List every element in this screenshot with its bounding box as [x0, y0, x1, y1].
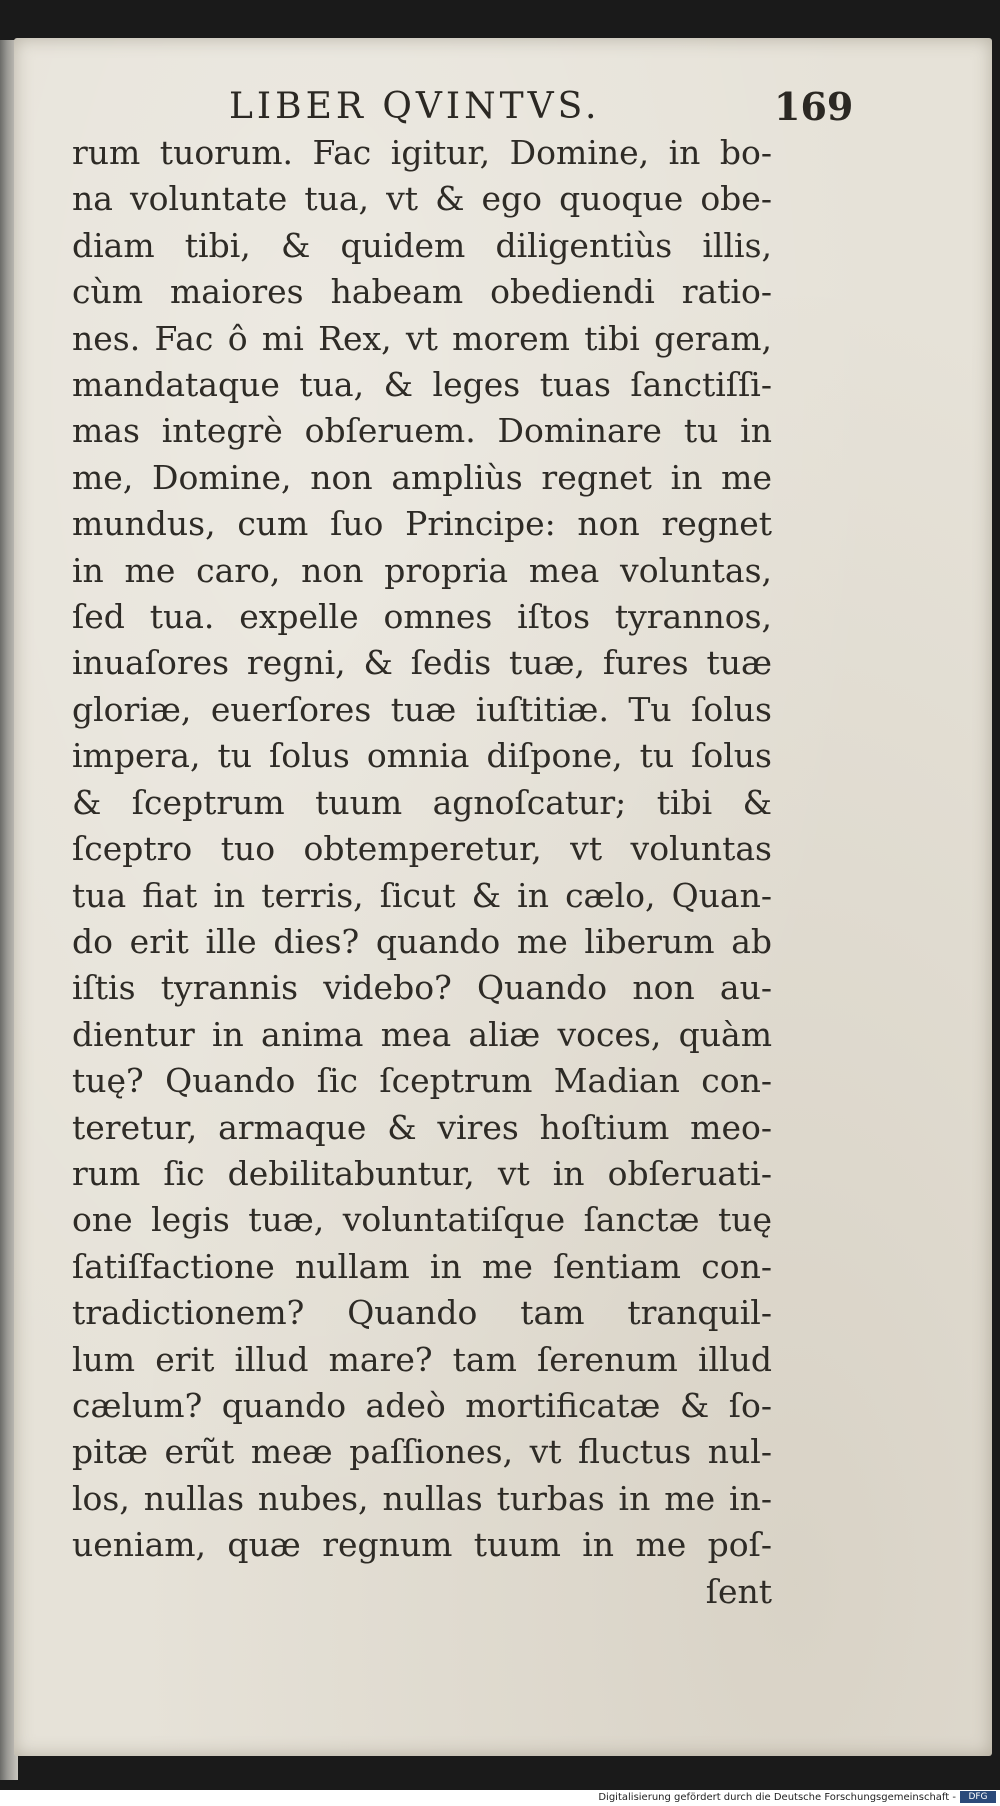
text-line: nes. Fac ô mi Rex, vt morem tibi geram, — [72, 318, 772, 358]
funding-credit: Digitalisierung gefördert durch die Deutsche Forschungsgemeinschaft - — [598, 1792, 956, 1803]
text-line: gloriæ, euerſores tuæ iuſtitiæ. Tu ſolus — [72, 689, 772, 729]
dfg-logo: DFG — [960, 1791, 996, 1803]
body-text — [72, 130, 772, 1615]
catchword: ſent — [705, 1571, 772, 1611]
page-number: 169 — [774, 84, 854, 129]
text-line: mas integrè obſeruem. Dominare tu in — [72, 411, 772, 451]
text-line: & ſceptrum tuum agnoſcatur; tibi & — [72, 782, 772, 822]
text-line: na voluntate tua, vt & ego quoque obe- — [72, 179, 772, 219]
text-line: pitæ erũt meæ paſſiones, vt fluctus nul- — [72, 1432, 772, 1472]
text-line: impera, tu ſolus omnia diſpone, tu ſolus — [72, 736, 772, 776]
text-line: in me caro, non propria mea voluntas, — [72, 550, 772, 590]
text-line: ſed tua. expelle omnes iſtos tyrannos, — [72, 597, 772, 637]
text-line: cùm maiores habeam obediendi ratio- — [72, 272, 772, 312]
text-line: ſatiſfactione nullam in me ſentiam con- — [72, 1246, 772, 1286]
text-line: teretur, armaque & vires hoſtium meo- — [72, 1107, 772, 1147]
text-line: cælum? quando adeò mortificatæ & ſo- — [72, 1385, 772, 1425]
text-line: tua fiat in terris, ſicut & in cælo, Quan- — [72, 875, 772, 915]
text-line: me, Domine, non ampliùs regnet in me — [72, 457, 772, 497]
text-line: mundus, cum ſuo Principe: non regnet — [72, 504, 772, 544]
text-line: ſceptro tuo obtemperetur, vt voluntas — [72, 829, 772, 869]
text-line: iſtis tyrannis videbo? Quando non au- — [72, 968, 772, 1008]
book-page — [14, 38, 992, 1756]
running-head-title: LIBER QVINTVS. — [229, 86, 601, 127]
text-line: diam tibi, & quidem diligentiùs illis, — [72, 225, 772, 265]
text-line: ueniam, quæ regnum tuum in me poſ- — [72, 1525, 772, 1565]
text-line: rum ſic debilitabuntur, vt in obſeruati- — [72, 1153, 772, 1193]
text-line: rum tuorum. Fac igitur, Domine, in bo- — [72, 133, 772, 172]
text-line: los, nullas nubes, nullas turbas in me in- — [72, 1478, 772, 1518]
text-line: tradictionem? Quando tam tranquil- — [72, 1293, 772, 1333]
text-line: do erit ille dies? quando me liberum ab — [72, 921, 772, 961]
text-line: mandataque tua, & leges tuas ſanctiſſi- — [72, 365, 772, 405]
text-line: inuaſores regni, & ſedis tuæ, fures tuæ — [72, 643, 772, 683]
text-line: dientur in anima mea aliæ voces, quàm — [72, 1014, 772, 1054]
text-line: tuę? Quando ſic ſceptrum Madian con- — [72, 1061, 772, 1101]
text-line: lum erit illud mare? tam ſerenum illud — [72, 1339, 772, 1379]
text-line: one legis tuæ, voluntatiſque ſanctæ tuę — [72, 1200, 772, 1240]
